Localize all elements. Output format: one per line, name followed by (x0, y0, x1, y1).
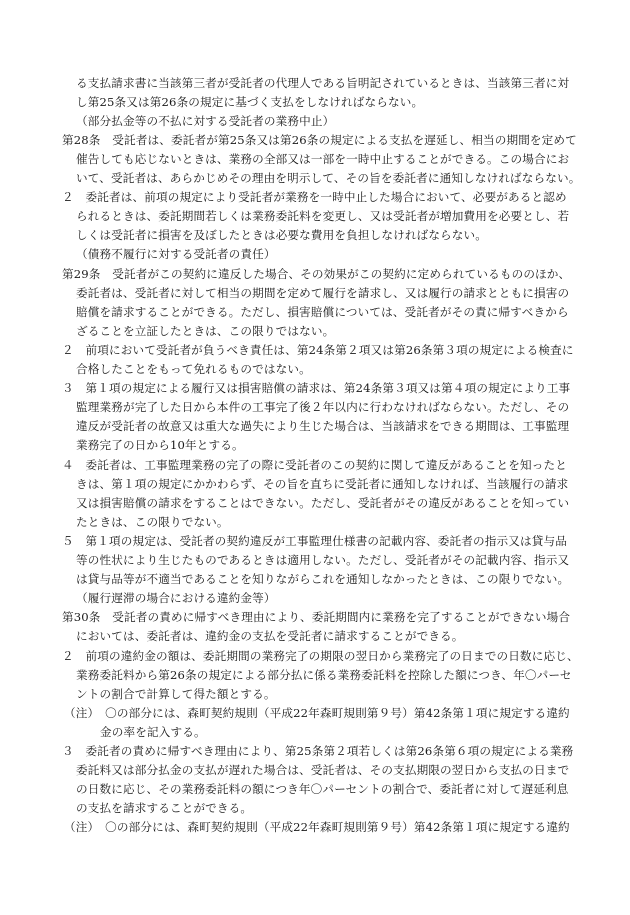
text-line: ２ 委託者は、前項の規定により受託者が業務を一時中止した場合において、必要があると認め (62, 190, 567, 205)
text-line: は貸与品等が不適当であることを知りながらこれを通知しなかったときは、この限りでない。 (76, 572, 570, 587)
text-line: しくは受託者に損害を及ぼしたときは必要な費用を負担しなければならない。 (76, 228, 488, 243)
text-line: 催告しても応じないときは、業務の全部又は一部を一時中止することができる。この場合にお (76, 151, 570, 166)
text-line: （履行遅滞の場合における違約金等） (76, 591, 276, 606)
text-line: し第25条又は第26条の規定に基づく支払をしなければならない。 (76, 94, 424, 109)
text-line: る支払請求書に当該第三者が受託者の代理人である旨明記されているときは、当該第三者に対 (76, 75, 570, 90)
text-line: ４ 委託者は、工事監理業務の完了の際に受託者のこの契約に関して違反があることを知ったと (62, 457, 567, 472)
text-line: （注） 〇の部分には、森町契約規則（平成22年森町規則第９号）第42条第１項に規定する違約 (64, 820, 570, 835)
text-line: においては、委託者は、違約金の支払を受託者に請求することができる。 (76, 629, 464, 644)
text-line: たときは、この限りでない。 (76, 514, 229, 529)
text-line: 第29条 受託者がこの契約に違反した場合、その効果がこの契約に定められているもののほか、 (62, 266, 571, 281)
text-line: いて、受託者は、あらかじめその理由を明示して、その旨を委託者に通知しなければならない。 (76, 171, 581, 185)
text-line: ざることを立証したときは、この限りではない。 (76, 323, 335, 338)
text-line: 第30条 受託者の責めに帰すべき理由により、委託期間内に業務を完了することができない場合 (62, 610, 571, 625)
text-line: られるときは、委託期間若しくは業務委託料を変更し、又は受託者が増加費用を必要とし、若 (76, 209, 570, 224)
text-line: 賠償を請求することができる。ただし、損害賠償については、受託者がその責に帰すべきから (76, 304, 569, 319)
text-line: 又は損害賠償の請求をすることはできない。ただし、受託者がその違反があることを知ってい (76, 495, 570, 510)
text-line: ントの割合で計算して得た額とする。 (76, 686, 276, 701)
text-line: 委託者は、受託者に対して相当の期間を定めて履行を請求し、又は履行の請求とともに損害の (76, 285, 570, 300)
text-line: （債務不履行に対する受託者の責任） (76, 247, 276, 262)
text-line: （部分払金等の不払に対する受託者の業務中止） (76, 113, 335, 128)
text-line: 委託料又は部分払金の支払が遅れた場合は、受託者は、その支払期限の翌日から支払の日まで (76, 763, 570, 778)
text-line: ３ 委託者の責めに帰すべき理由により、第25条第２項若しくは第26条第６項の規定による業務 (62, 744, 574, 758)
text-line: ２ 前項の違約金の額は、委託期間の業務完了の期限の翌日から業務完了の日までの日数に応じ、 (62, 648, 579, 663)
text-line: 金の率を記入する。 (100, 724, 206, 739)
text-line: の支払を請求することができる。 (76, 801, 253, 816)
text-line: （注） 〇の部分には、森町契約規則（平成22年森町規則第９号）第42条第１項に規定する違約 (64, 705, 570, 720)
text-line: の日数に応じ、その業務委託料の額につき年〇パーセントの割合で、委託者に対して遅延利息 (76, 782, 569, 797)
text-line: 違反が受託者の故意又は重大な過失により生じた場合は、当該請求をできる期間は、工事監理 (76, 419, 570, 434)
text-line: ５ 第１項の規定は、受託者の契約違反が工事監理仕様書の記載内容、委託者の指示又は貸与品 (62, 533, 567, 548)
text-line: ２ 前項において受託者が負うべき責任は、第24条第２項又は第26条第３項の規定による検査に (62, 342, 574, 357)
text-line: きは、第１項の規定にかかわらず、その旨を直ちに受託者に通知しなければ、当該履行の請求 (76, 476, 569, 491)
text-line: 等の性状により生じたものであるときは適用しない。ただし、受託者がその記載内容、指示又 (76, 553, 570, 567)
text-line: 業務完了の日から10年とする。 (76, 438, 244, 453)
text-line: ３ 第１項の規定による履行又は損害賠償の請求は、第24条第３項又は第４項の規定により工事 (62, 381, 571, 396)
text-line: 監理業務が完了した日から本件の工事完了後２年以内に行わなければならない。ただし、その (76, 400, 570, 415)
text-line: 業務委託料から第26条の規定による部分払に係る業務委託料を控除した額につき、年〇パーセ (76, 667, 572, 682)
text-line: 第28条 受託者は、委託者が第25条又は第26条の規定による支払を遅延し、相当の期間を定めて (62, 132, 577, 147)
text-line: 合格したことをもって免れるものではない。 (76, 362, 311, 376)
